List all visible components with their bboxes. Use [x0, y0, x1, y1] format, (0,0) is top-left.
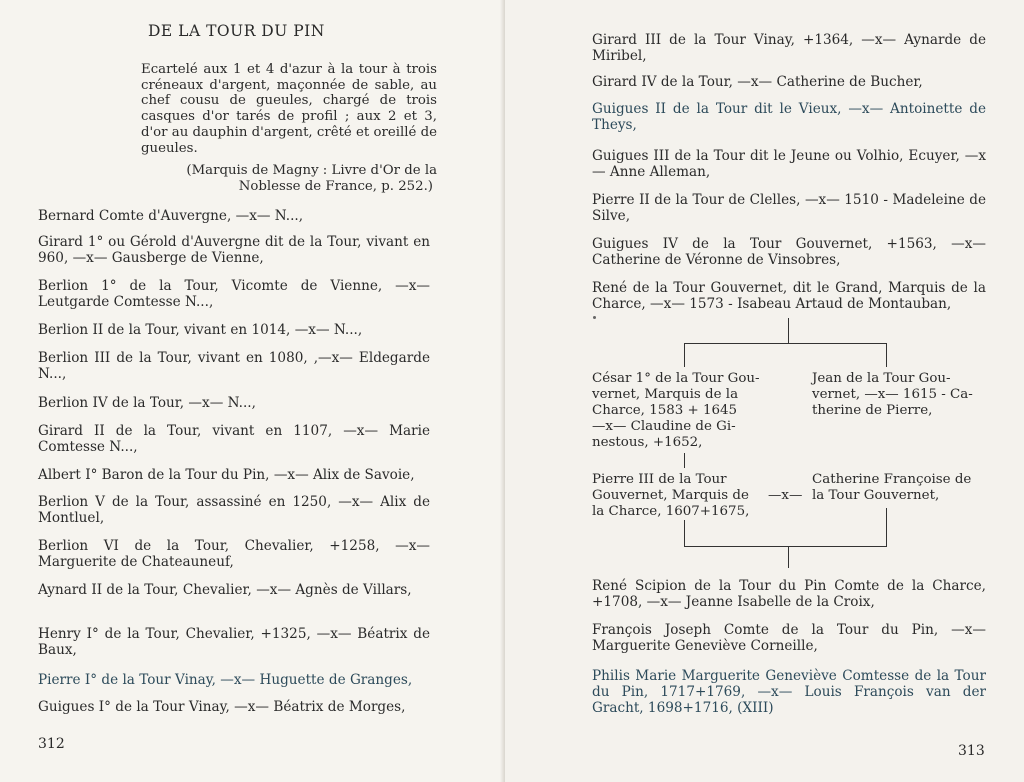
- tree-drop-right: [886, 343, 887, 367]
- tree-stem-lower: [788, 546, 789, 568]
- genealogy-entry: Guigues III de la Tour dit le Jeune ou Volhio, Ecuyer, —x— Anne Alleman,: [592, 148, 986, 181]
- genealogy-entry: François Joseph Comte de la Tour du Pin, —x— Marguerite Geneviève Corneille,: [592, 622, 986, 655]
- catherine-line: Catherine Françoise de: [812, 472, 972, 487]
- genealogy-entry: Guigues IV de la Tour Gouvernet, +1563, —x— Catherine de Véronne de Vinsobres,: [592, 236, 986, 269]
- jean-line: vernet, —x— 1615 - Ca-: [812, 387, 973, 402]
- genealogy-entry: Aynard II de la Tour, Chevalier, —x— Agnès de Villars,: [38, 582, 412, 598]
- pierre-line: Gouvernet, Marquis de: [592, 488, 749, 503]
- catherine-line: la Tour Gouvernet,: [812, 488, 940, 503]
- tree-stem: [788, 318, 789, 344]
- genealogy-entry: Berlion 1° de la Tour, Vicomte de Vienne, —x— Leutgarde Comtesse N...,: [38, 278, 430, 311]
- genealogy-entry: Pierre I° de la Tour Vinay, —x— Huguette de Granges,: [38, 672, 413, 688]
- page-left: [0, 0, 505, 782]
- genealogy-entry: Pierre II de la Tour de Clelles, —x— 1510 - Madeleine de Silve,: [592, 192, 986, 225]
- pierre-line: la Charce, 1607+1675,: [592, 504, 750, 519]
- tree-crossbar: [684, 343, 887, 344]
- genealogy-entry: Guigues II de la Tour dit le Vieux, —x— Antoinette de Theys,: [592, 101, 986, 134]
- genealogy-entry: Girard III de la Tour Vinay, +1364, —x— Aynarde de Miribel,: [592, 32, 986, 65]
- genealogy-entry: Berlion III de la Tour, vivant en 1080, ,—x— Eldegarde N...,: [38, 350, 430, 383]
- jean-line: Jean de la Tour Gou-: [812, 371, 951, 386]
- genealogy-entry: Henry I° de la Tour, Chevalier, +1325, —x— Béatrix de Baux,: [38, 626, 430, 659]
- cesar-line: Charce, 1583 + 1645: [592, 403, 738, 418]
- genealogy-entry: Bernard Comte d'Auvergne, —x— N...,: [38, 208, 304, 224]
- genealogy-entry: Berlion IV de la Tour, —x— N...,: [38, 395, 256, 411]
- genealogy-entry: Albert I° Baron de la Tour du Pin, —x— Alix de Savoie,: [38, 467, 415, 483]
- cesar-line: vernet, Marquis de la: [592, 387, 739, 402]
- tree-drop-left-lower: [684, 520, 685, 547]
- page-number-left: 312: [38, 736, 65, 752]
- genealogy-entry: Guigues I° de la Tour Vinay, —x— Béatrix de Morges,: [38, 699, 406, 715]
- tree-drop-right-lower: [886, 508, 887, 547]
- blazon-block: [141, 62, 437, 194]
- cesar-line: —x— Claudine de Gi-: [592, 419, 736, 434]
- tree-descent: [684, 453, 685, 468]
- cesar-line: César 1° de la Tour Gou-: [592, 371, 760, 386]
- genealogy-entry: Girard IV de la Tour, —x— Catherine de Bucher,: [592, 74, 923, 90]
- cesar-line: nestous, +1652,: [592, 435, 703, 450]
- jean-line: therine de Pierre,: [812, 403, 933, 418]
- page-heading: DE LA TOUR DU PIN: [148, 22, 325, 40]
- marriage-sign: —x—: [768, 488, 803, 503]
- tree-crossbar-lower: [684, 546, 887, 547]
- genealogy-entry: René de la Tour Gouvernet, dit le Grand, Marquis de la Charce, —x— 1573 - Isabeau Artaud de Montauban,: [592, 280, 986, 313]
- genealogy-entry: Berlion II de la Tour, vivant en 1014, —x— N...,: [38, 322, 363, 338]
- pierre-line: Pierre III de la Tour: [592, 472, 727, 487]
- genealogy-entry: Girard 1° ou Gérold d'Auvergne dit de la Tour, vivant en 960, —x— Gausberge de Vienne,: [38, 234, 430, 267]
- page-number-right: 313: [958, 743, 985, 759]
- blazon-source-line1: (Marquis de Magny : Livre d'Or de la: [186, 163, 437, 178]
- genealogy-entry: Berlion VI de la Tour, Chevalier, +1258, —x— Marguerite de Chateauneuf,: [38, 538, 430, 571]
- genealogy-entry: René Scipion de la Tour du Pin Comte de la Charce, +1708, —x— Jeanne Isabelle de la Croix,: [592, 578, 986, 611]
- blazon-text: Ecartelé aux 1 et 4 d'azur à la tour à trois créneaux d'argent, maçonnée de sable, au chef cousu de gueules, chargé de trois casques d'or tarés de profil ; aux 2 et 3, d'or au dauphin d'argent, crêté et oreillé de gueules.: [141, 62, 437, 156]
- genealogy-entry: Girard II de la Tour, vivant en 1107, —x— Marie Comtesse N...,: [38, 423, 430, 456]
- genealogy-entry: Philis Marie Marguerite Geneviève Comtesse de la Tour du Pin, 1717+1769, —x— Louis François van der Gracht, 1698+1716, (XIII): [592, 668, 986, 717]
- tree-drop-left: [684, 343, 685, 367]
- genealogy-entry: Berlion V de la Tour, assassiné en 1250, —x— Alix de Montluel,: [38, 494, 430, 527]
- tree-dot: [593, 316, 596, 319]
- blazon-source-line2: Noblesse de France, p. 252.): [238, 179, 433, 194]
